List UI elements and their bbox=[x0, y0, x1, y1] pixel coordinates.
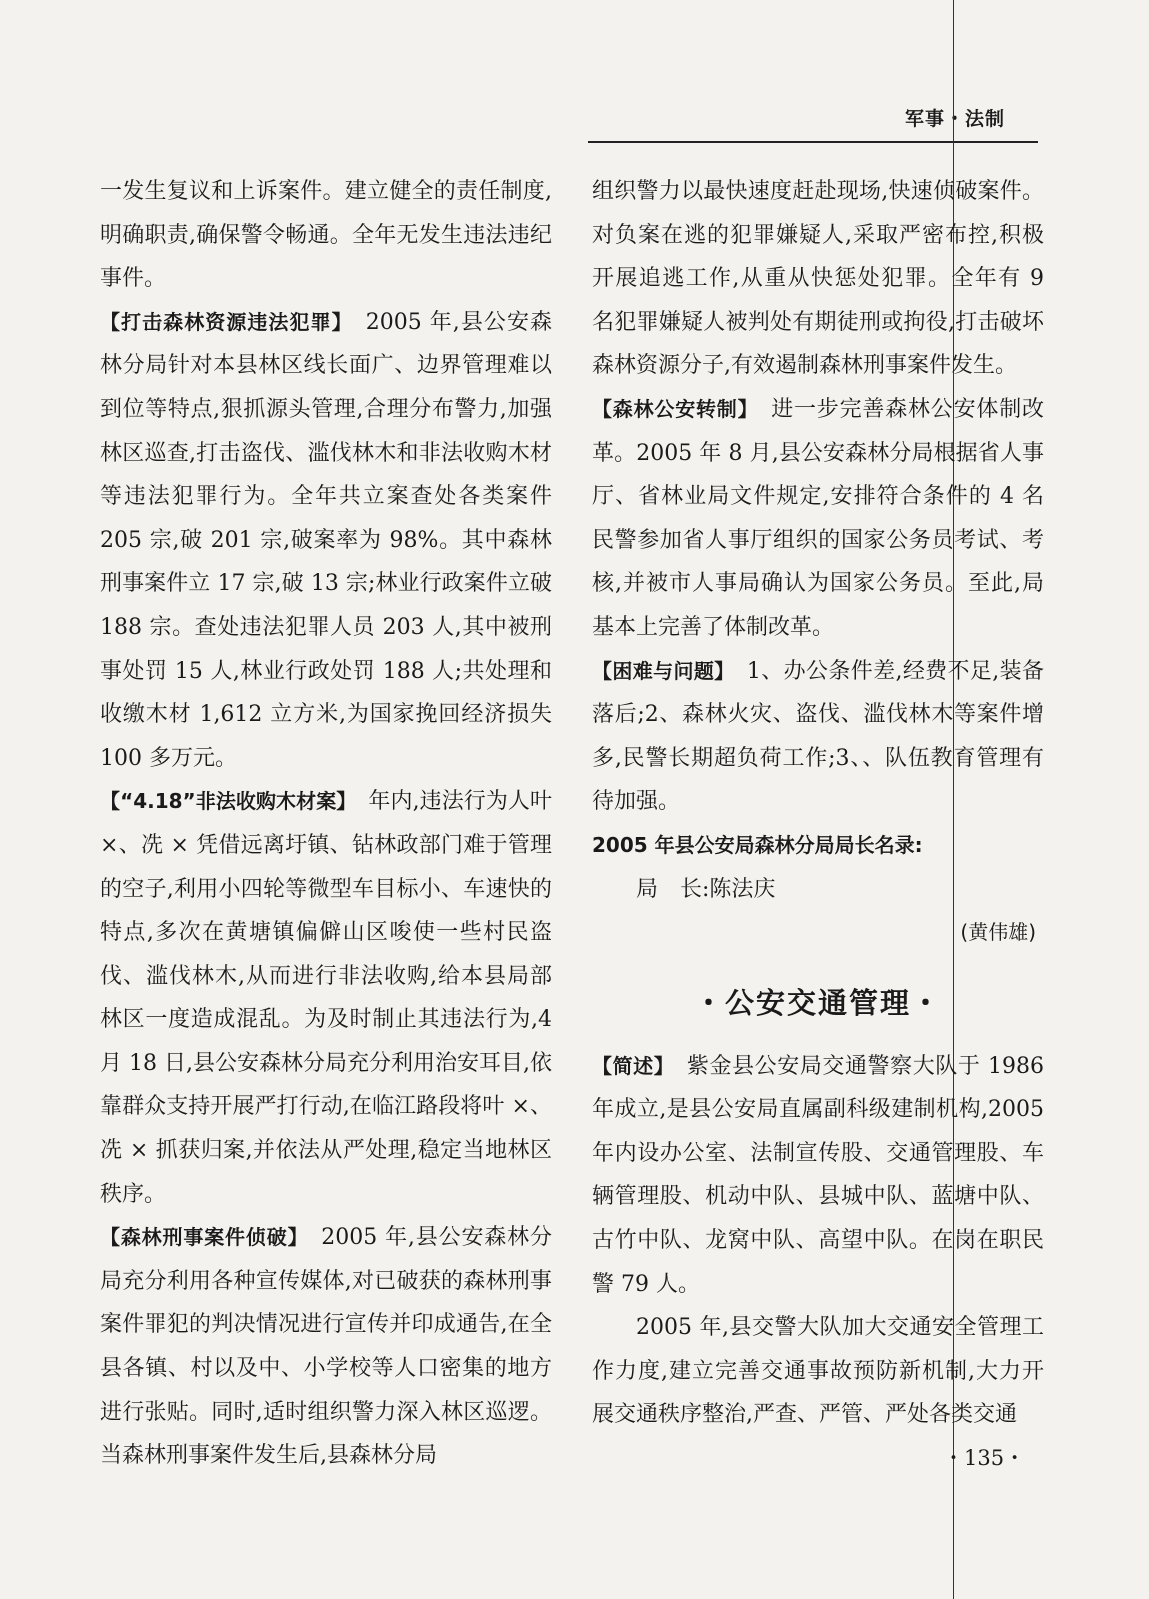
body-overview: 紫金县公安局交通警察大队于 1986 年成立,是县公安局直属副科级建制机构,2005 年内设办公室、法制宣传股、交通管理股、车辆管理股、机动中队、县城中队、蓝塘中队、古竹中队、龙窝中队、高望中队。在岗在职民警 79 人。 bbox=[592, 1053, 1045, 1297]
body-difficulties: 1、办公条件差,经费不足,装备落后;2、森林火灾、盗伐、滥伐林木等案件增多,民警长期超负荷工作;3、、队伍教育管理有待加强。 bbox=[592, 658, 1044, 815]
paragraph-system-reform bbox=[592, 388, 1044, 650]
paragraph-continued-right: 组织警力以最快速度赶赴现场,快速侦破案件。对负案在逃的犯罪嫌疑人,采取严密布控,积极开展追逃工作,从重从快惩处犯罪。全年有 9 名犯罪嫌疑人被判处有期徒刑或拘役,打击破坏森林资源分子,有效遏制森林刑事案件发生。 bbox=[592, 179, 1044, 379]
heading-overview: 【简述】 bbox=[592, 1053, 665, 1078]
body-forest-crime: 2005 年,县公安森林分局针对本县林区线长面广、边界管理难以到位等特点,狠抓源头管理,合理分布警力,加强林区巡查,打击盗伐、滥伐林木和非法收购木材等违法犯罪行为。全年共立案查处各类案件 205 宗,破 201 宗,破案率为 98%。其中森林刑事案件立 17 宗,破 13 宗;林业行政案件立破 188 宗。查处违法犯罪人员 203 人,其中被刑事处罚 15 人,林业行政处罚 188 人;共处理和收缴木材 1,612 立方米,为国家挽回经济损失 100 多万元。 bbox=[100, 309, 552, 771]
paragraph-418-case bbox=[100, 780, 552, 1216]
roster-entry: 局 长:陈法庆 bbox=[636, 876, 776, 902]
paragraph-continued: 一发生复议和上诉案件。建立健全的责任制度,明确职责,确保警令畅通。全年无发生违法违纪事件。 bbox=[100, 179, 552, 292]
header-rule bbox=[588, 141, 1038, 143]
paragraph-forest-crime bbox=[100, 301, 552, 781]
right-column bbox=[592, 170, 1044, 1437]
heading-forest-crime: 【打击森林资源违法犯罪】 bbox=[100, 309, 343, 334]
body-418-case: 年内,违法行为人叶 ×、冼 × 凭借远离圩镇、钻林政部门难于管理的空子,利用小四轮等微型车目标小、车速快的特点,多次在黄塘镇偏僻山区唆使一些村民盗伐、滥伐林木,从而进行非法收购,给本县局部林区一度造成混乱。为及时制止其违法行为,4 月 18 日,县公安森林分局充分利用治安耳目,依靠群众支持开展严打行动,在临江路段将叶 ×、冼 × 抓获归案,并依法从严处理,稳定当地林区秩序。 bbox=[100, 789, 552, 1207]
heading-418-case: 【“4.18”非法收购木材案】 bbox=[100, 789, 347, 814]
author-byline: (黄伟雄) bbox=[960, 920, 1036, 945]
paragraph-case-solving bbox=[100, 1216, 552, 1478]
paragraph-overview bbox=[592, 1045, 1044, 1307]
page-number: ・135・ bbox=[943, 1446, 1026, 1470]
roster-title: 2005 年县公安局森林分局局长名录: bbox=[592, 832, 923, 857]
running-header: 军事・法制 bbox=[905, 108, 1006, 130]
heading-system-reform: 【森林公安转制】 bbox=[592, 396, 749, 421]
heading-case-solving: 【森林刑事案件侦破】 bbox=[100, 1225, 299, 1250]
body-case-solving: 2005 年,县公安森林分局充分利用各种宣传媒体,对已破获的森林刑事案件罪犯的判决情况进行宣传并印成通告,在全县各镇、村以及中、小学校等人口密集的地方进行张贴。同时,适时组织警力深入林区巡逻。当森林刑事案件发生后,县森林分局 bbox=[100, 1225, 552, 1469]
body-system-reform: 进一步完善森林公安体制改革。2005 年 8 月,县公安森林分局根据省人事厅、省林业局文件规定,安排符合条件的 4 名民警参加省人事厅组织的国家公务员考试、考核,并被市人事局确认为国家公务员。至此,局基本上完善了体制改革。 bbox=[592, 396, 1044, 640]
paragraph-difficulties bbox=[592, 650, 1044, 824]
heading-difficulties: 【困难与问题】 bbox=[592, 658, 725, 683]
section-title-traffic: ・公安交通管理・ bbox=[693, 985, 942, 1020]
paragraph-traffic-2005: 2005 年,县交警大队加大交通安全管理工作力度,建立完善交通事故预防新机制,大力开展交通秩序整治,严查、严管、严处各类交通 bbox=[592, 1315, 1044, 1428]
left-column bbox=[100, 170, 552, 1478]
